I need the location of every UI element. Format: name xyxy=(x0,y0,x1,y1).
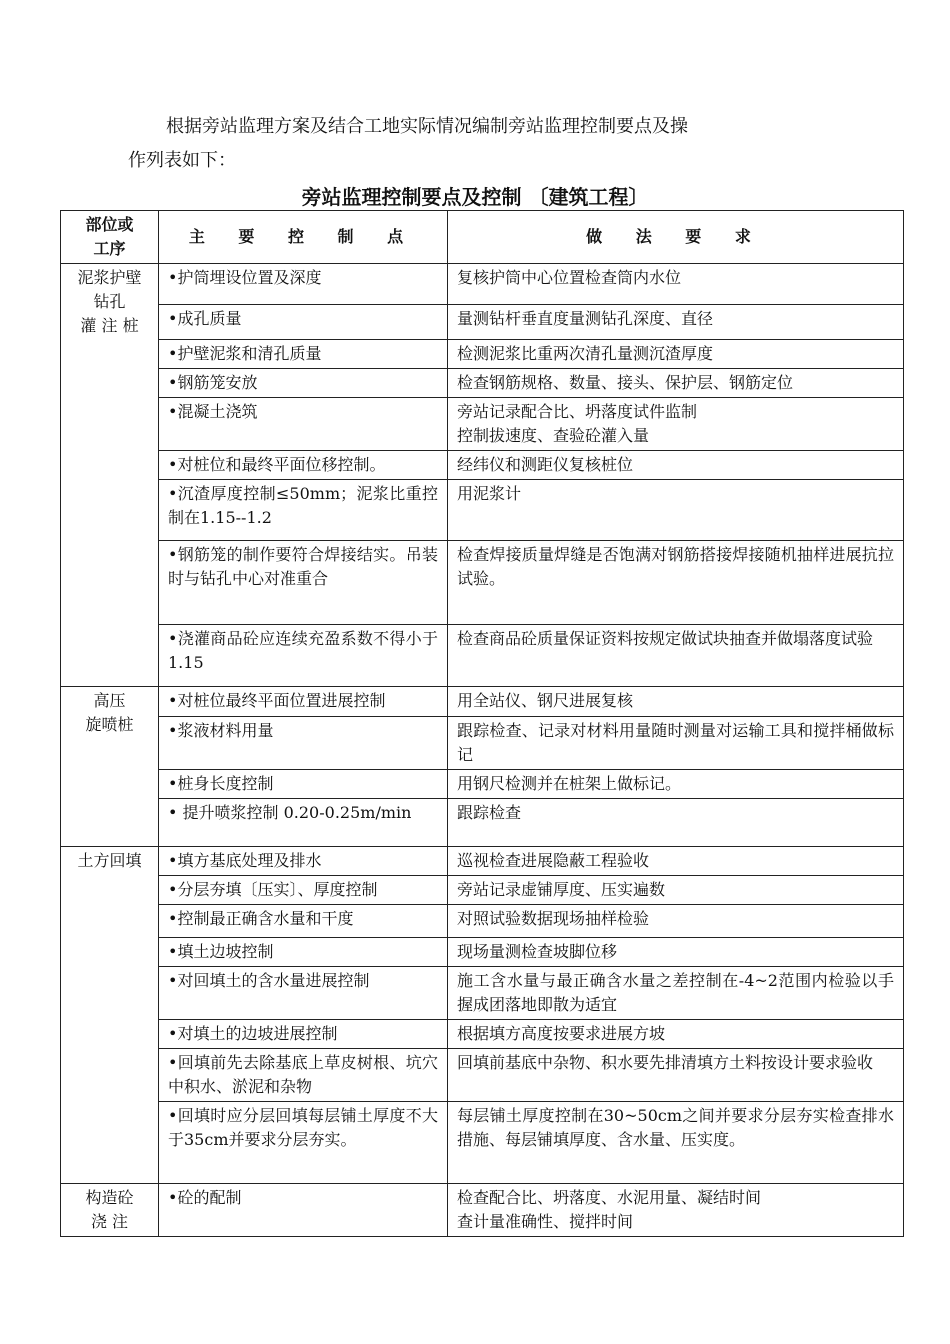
requirement-cell: 巡视检查进展隐蔽工程验收 xyxy=(448,847,904,876)
control-point-cell: •护筒埋设位置及深度 xyxy=(159,264,448,305)
table-row xyxy=(61,625,904,687)
group-label-line: 旋喷桩 xyxy=(85,715,134,734)
table-row xyxy=(61,905,904,938)
requirement-cell: 跟踪检查、记录对材料用量随时测量对运输工具和搅拌桶做标记 xyxy=(448,717,904,770)
group-label-cell xyxy=(61,1184,159,1237)
table-row xyxy=(61,398,904,451)
control-point-cell: •填方基底处理及排水 xyxy=(159,847,448,876)
table-row xyxy=(61,938,904,967)
requirement-cell: 用全站仪、钢尺进展复核 xyxy=(448,687,904,717)
table-row xyxy=(61,1184,904,1237)
group-label-line: 泥浆护壁 xyxy=(77,268,142,287)
requirement-cell: 复核护筒中心位置检查筒内水位 xyxy=(448,264,904,305)
group-label-cell xyxy=(61,264,159,687)
table-row xyxy=(61,264,904,305)
control-point-cell: •钢筋笼安放 xyxy=(159,369,448,398)
control-point-cell: • 提升喷浆控制 0.20-0.25m/min xyxy=(159,799,448,847)
control-point-cell: •成孔质量 xyxy=(159,305,448,340)
table-row xyxy=(61,799,904,847)
table-row xyxy=(61,1020,904,1049)
control-points-table xyxy=(60,210,904,1237)
table-row xyxy=(61,369,904,398)
table-row xyxy=(61,1102,904,1184)
control-point-cell: •控制最正确含水量和干度 xyxy=(159,905,448,938)
control-point-cell: •护壁泥浆和清孔质量 xyxy=(159,340,448,369)
table-row xyxy=(61,967,904,1020)
control-point-cell: •钢筋笼的制作要符合焊接结实。吊装时与钻孔中心对准重合 xyxy=(159,541,448,625)
requirement-cell: 回填前基底中杂物、积水要先排清填方土料按设计要求验收 xyxy=(448,1049,904,1102)
requirement-cell: 检查焊接质量焊缝是否饱满对钢筋搭接焊接随机抽样进展抗拉试验。 xyxy=(448,541,904,625)
header-points: 主 要 控 制 点 xyxy=(159,211,448,264)
table-row xyxy=(61,876,904,905)
control-point-cell: •浆液材料用量 xyxy=(159,717,448,770)
table-row xyxy=(61,451,904,480)
requirement-cell: 旁站记录虚铺厚度、压实遍数 xyxy=(448,876,904,905)
control-point-cell: •对填土的边坡进展控制 xyxy=(159,1020,448,1049)
control-point-cell: •回填前先去除基底上草皮树根、坑穴中积水、淤泥和杂物 xyxy=(159,1049,448,1102)
group-label-line: 土方回填 xyxy=(77,851,142,870)
table-row xyxy=(61,770,904,799)
requirement-cell: 对照试验数据现场抽样检验 xyxy=(448,905,904,938)
requirement-cell: 经纬仪和测距仪复核桩位 xyxy=(448,451,904,480)
requirement-cell: 检查商品砼质量保证资料按规定做试块抽查并做塌落度试验 xyxy=(448,625,904,687)
requirement-cell: 现场量测检查坡脚位移 xyxy=(448,938,904,967)
table-row xyxy=(61,717,904,770)
table-row xyxy=(61,340,904,369)
requirement-cell: 检查配合比、坍落度、水泥用量、凝结时间 查计量准确性、搅拌时间 xyxy=(448,1184,904,1237)
requirement-cell: 检测泥浆比重两次清孔量测沉渣厚度 xyxy=(448,340,904,369)
requirement-cell: 用泥浆计 xyxy=(448,480,904,541)
intro-paragraph xyxy=(128,110,848,178)
table-row xyxy=(61,847,904,876)
group-label-line: 浇 注 xyxy=(90,1212,129,1231)
group-label-cell xyxy=(61,687,159,847)
requirement-cell: 旁站记录配合比、坍落度试件监制 控制拔速度、查验砼灌入量 xyxy=(448,398,904,451)
requirement-cell: 用钢尺检测并在桩架上做标记。 xyxy=(448,770,904,799)
table-row xyxy=(61,687,904,717)
group-label-line: 钻孔 xyxy=(93,292,126,311)
table-header-row xyxy=(61,211,904,264)
requirement-cell: 根据填方高度按要求进展方坡 xyxy=(448,1020,904,1049)
control-point-cell: •回填时应分层回填每层铺土厚度不大于35cm并要求分层夯实。 xyxy=(159,1102,448,1184)
group-label-cell xyxy=(61,847,159,1184)
intro-line-2: 作列表如下： xyxy=(128,150,236,171)
header-requirements: 做 法 要 求 xyxy=(448,211,904,264)
table-row xyxy=(61,305,904,340)
control-point-cell: •对桩位最终平面位置进展控制 xyxy=(159,687,448,717)
control-point-cell: •桩身长度控制 xyxy=(159,770,448,799)
intro-line-1: 根据旁站监理方案及结合工地实际情况编制旁站监理控制要点及操 xyxy=(166,116,688,137)
group-label-line: 构造砼 xyxy=(85,1188,134,1207)
control-point-cell: •沉渣厚度控制≤50mm；泥浆比重控制在1.15--1.2 xyxy=(159,480,448,541)
header-part-line-1: 部位或 xyxy=(85,215,134,234)
control-point-cell: •分层夯填〔压实〕、厚度控制 xyxy=(159,876,448,905)
requirement-cell: 每层铺土厚度控制在30~50cm之间并要求分层夯实检查排水措施、每层铺填厚度、含水量、压实度。 xyxy=(448,1102,904,1184)
table-row xyxy=(61,480,904,541)
requirement-cell: 跟踪检查 xyxy=(448,799,904,847)
control-point-cell: •浇灌商品砼应连续充盈系数不得小于1.15 xyxy=(159,625,448,687)
group-label-line: 灌 注 桩 xyxy=(80,316,139,335)
table-body xyxy=(61,264,904,1237)
control-point-cell: •对桩位和最终平面位移控制。 xyxy=(159,451,448,480)
control-point-cell: •填土边坡控制 xyxy=(159,938,448,967)
table-title: 旁站监理控制要点及控制 〔建筑工程〕 xyxy=(301,185,649,209)
requirement-cell: 检查钢筋规格、数量、接头、保护层、钢筋定位 xyxy=(448,369,904,398)
control-point-cell: •砼的配制 xyxy=(159,1184,448,1237)
requirement-cell: 量测钻杆垂直度量测钻孔深度、直径 xyxy=(448,305,904,340)
header-part-line-2: 工序 xyxy=(93,239,126,258)
requirement-cell: 施工含水量与最正确含水量之差控制在-4~2范围内检验以手握成团落地即散为适宜 xyxy=(448,967,904,1020)
table-row xyxy=(61,1049,904,1102)
group-label-line: 高压 xyxy=(93,691,126,710)
control-point-cell: •对回填土的含水量进展控制 xyxy=(159,967,448,1020)
header-part xyxy=(61,211,159,264)
control-point-cell: •混凝土浇筑 xyxy=(159,398,448,451)
table-row xyxy=(61,541,904,625)
